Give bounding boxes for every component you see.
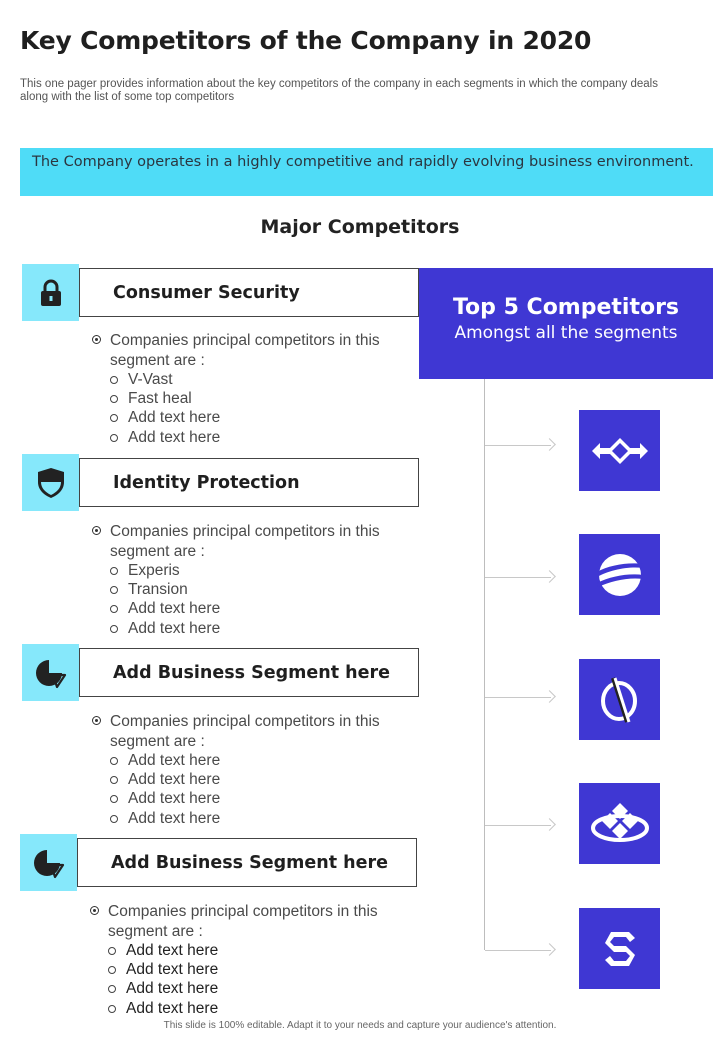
- segment-intro: Companies principal competitors in this segment are :: [92, 522, 400, 561]
- connector-arrow: [485, 697, 551, 698]
- list-item: Add text here: [110, 751, 400, 770]
- competitor-logo: [579, 659, 660, 740]
- connector-arrow: [485, 825, 551, 826]
- segment-icon-box: [22, 454, 79, 511]
- list-item: Add text here: [108, 941, 398, 960]
- bullet-icon: [92, 335, 101, 344]
- arrows-logo-icon: [588, 431, 652, 471]
- segment-intro: Companies principal competitors in this segment are :: [90, 902, 398, 941]
- competitor-list: [90, 941, 398, 1018]
- segment-body: [92, 522, 400, 638]
- top5-subtitle: Amongst all the segments: [454, 323, 678, 343]
- segment-body: [92, 331, 400, 447]
- circle-slash-logo-icon: [595, 675, 645, 725]
- connector-arrow: [485, 577, 551, 578]
- page-title: Key Competitors of the Company in 2020: [20, 26, 592, 55]
- top5-header: [419, 268, 713, 379]
- list-item: Add text here: [110, 599, 400, 618]
- footer-note: This slide is 100% editable. Adapt it to your needs and capture your audience's attention.: [163, 1020, 557, 1031]
- list-item: Transion: [110, 580, 400, 599]
- segment-icon-box: [20, 834, 77, 891]
- segment-title: Consumer Security: [79, 268, 419, 317]
- diamond-orbit-logo-icon: [590, 799, 650, 849]
- list-item: Add text here: [110, 809, 400, 828]
- segment-intro: Companies principal competitors in this segment are :: [92, 712, 400, 751]
- bullet-icon: [90, 906, 99, 915]
- section-heading: Major Competitors: [260, 216, 460, 238]
- top5-title: Top 5 Competitors: [452, 295, 680, 320]
- list-item: Fast heal: [110, 389, 400, 408]
- connector-arrow: [485, 950, 551, 951]
- segment-body: [92, 712, 400, 828]
- pie-chart-icon: [33, 847, 65, 879]
- segment-icon-box: [22, 264, 79, 321]
- globe-logo-icon: [595, 550, 645, 600]
- segment-intro: Companies principal competitors in this segment are :: [92, 331, 400, 370]
- hexagon-s-logo-icon: [597, 926, 643, 972]
- list-item: Add text here: [108, 999, 398, 1018]
- segment-icon-box: [22, 644, 79, 701]
- segment-title: Add Business Segment here: [79, 648, 419, 697]
- list-item: Add text here: [108, 979, 398, 998]
- page-subtitle: This one pager provides information about the key competitors of the company in each segments in which the company deals along with the list of some top competitors: [20, 78, 658, 103]
- list-item: Add text here: [110, 408, 400, 427]
- connector-line: [484, 379, 485, 950]
- intro-banner: The Company operates in a highly competitive and rapidly evolving business environment.: [20, 148, 713, 196]
- segment-title: Add Business Segment here: [77, 838, 417, 887]
- segment-title: Identity Protection: [79, 458, 419, 507]
- connector-arrow: [485, 445, 551, 446]
- competitor-logo: [579, 908, 660, 989]
- competitor-logo: [579, 410, 660, 491]
- list-item: Add text here: [110, 770, 400, 789]
- segment-body: [90, 902, 398, 1018]
- competitor-logo: [579, 534, 660, 615]
- pie-chart-icon: [35, 657, 67, 689]
- list-item: V-Vast: [110, 370, 400, 389]
- bullet-icon: [92, 526, 101, 535]
- list-item: Add text here: [110, 428, 400, 447]
- competitor-list: [92, 370, 400, 447]
- competitor-logo: [579, 783, 660, 864]
- list-item: Add text here: [108, 960, 398, 979]
- list-item: Add text here: [110, 619, 400, 638]
- list-item: Add text here: [110, 789, 400, 808]
- bullet-icon: [92, 716, 101, 725]
- competitor-list: [92, 751, 400, 828]
- list-item: Experis: [110, 561, 400, 580]
- competitor-list: [92, 561, 400, 638]
- shield-icon: [37, 467, 65, 499]
- lock-icon: [39, 279, 63, 307]
